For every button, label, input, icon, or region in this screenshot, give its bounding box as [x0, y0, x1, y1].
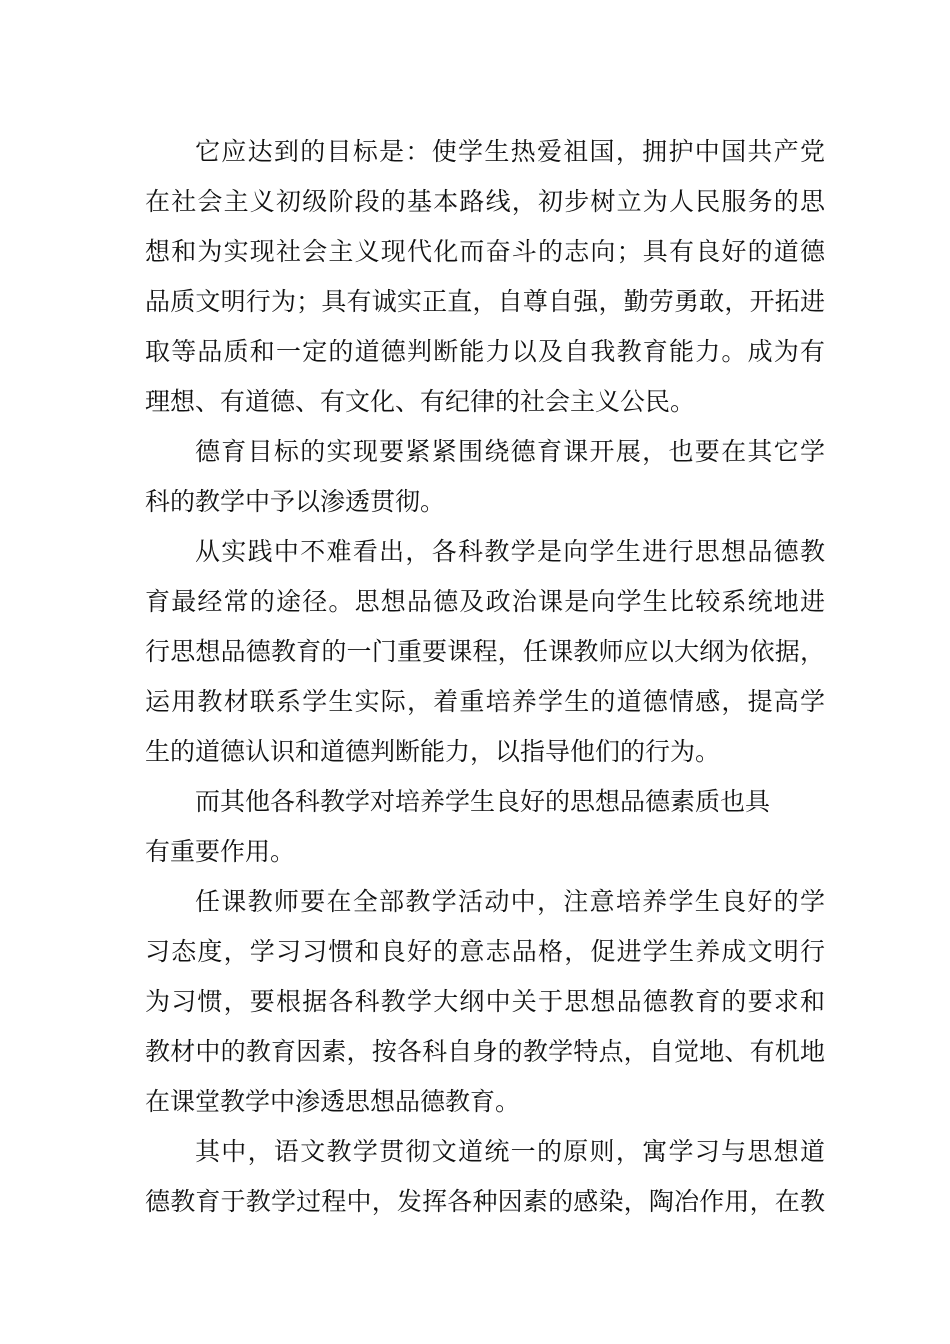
text-line: 运用教材联系学生实际，着重培养学生的道德情感，提高学 — [145, 687, 825, 716]
text-line: 育最经常的途径。思想品德及政治课是向学生比较系统地进 — [145, 587, 825, 616]
text-line: 为习惯，要根据各科教学大纲中关于思想品德教育的要求和 — [145, 987, 825, 1016]
text-line: 有重要作用。 — [145, 837, 296, 866]
text-line: 德育目标的实现要紧紧围绕德育课开展，也要在其它学 — [195, 437, 825, 466]
text-line: 理想、有道德、有文化、有纪律的社会主义公民。 — [145, 387, 696, 416]
text-line: 想和为实现社会主义现代化而奋斗的志向；具有良好的道德 — [145, 237, 825, 266]
text-line: 从实践中不难看出，各科教学是向学生进行思想品德教 — [195, 537, 825, 566]
text-line: 任课教师要在全部教学活动中，注意培养学生良好的学 — [195, 887, 825, 916]
text-line: 习态度，学习习惯和良好的意志品格，促进学生养成文明行 — [145, 937, 825, 966]
text-line: 品质文明行为；具有诚实正直，自尊自强，勤劳勇敢，开拓进 — [145, 287, 825, 316]
text-line: 在课堂教学中渗透思想品德教育。 — [145, 1087, 521, 1116]
body-text — [145, 127, 825, 1227]
text-line: 在社会主义初级阶段的基本路线，初步树立为人民服务的思 — [145, 187, 825, 216]
text-line: 德教育于教学过程中，发挥各种因素的感染，陶冶作用，在教 — [145, 1187, 825, 1216]
text-line: 其中，语文教学贯彻文道统一的原则，寓学习与思想道 — [195, 1137, 825, 1166]
text-line: 而其他各科教学对培养学生良好的思想品德素质也具 — [195, 787, 771, 816]
text-line: 行思想品德教育的一门重要课程，任课教师应以大纲为依据， — [145, 637, 825, 666]
text-line: 取等品质和一定的道德判断能力以及自我教育能力。成为有 — [145, 337, 825, 366]
text-line: 教材中的教育因素，按各科自身的教学特点，自觉地、有机地 — [145, 1037, 825, 1066]
text-line: 它应达到的目标是：使学生热爱祖国，拥护中国共产党 — [195, 137, 825, 166]
text-line: 生的道德认识和道德判断能力，以指导他们的行为。 — [145, 737, 721, 766]
text-line: 科的教学中予以渗透贯彻。 — [145, 487, 446, 516]
